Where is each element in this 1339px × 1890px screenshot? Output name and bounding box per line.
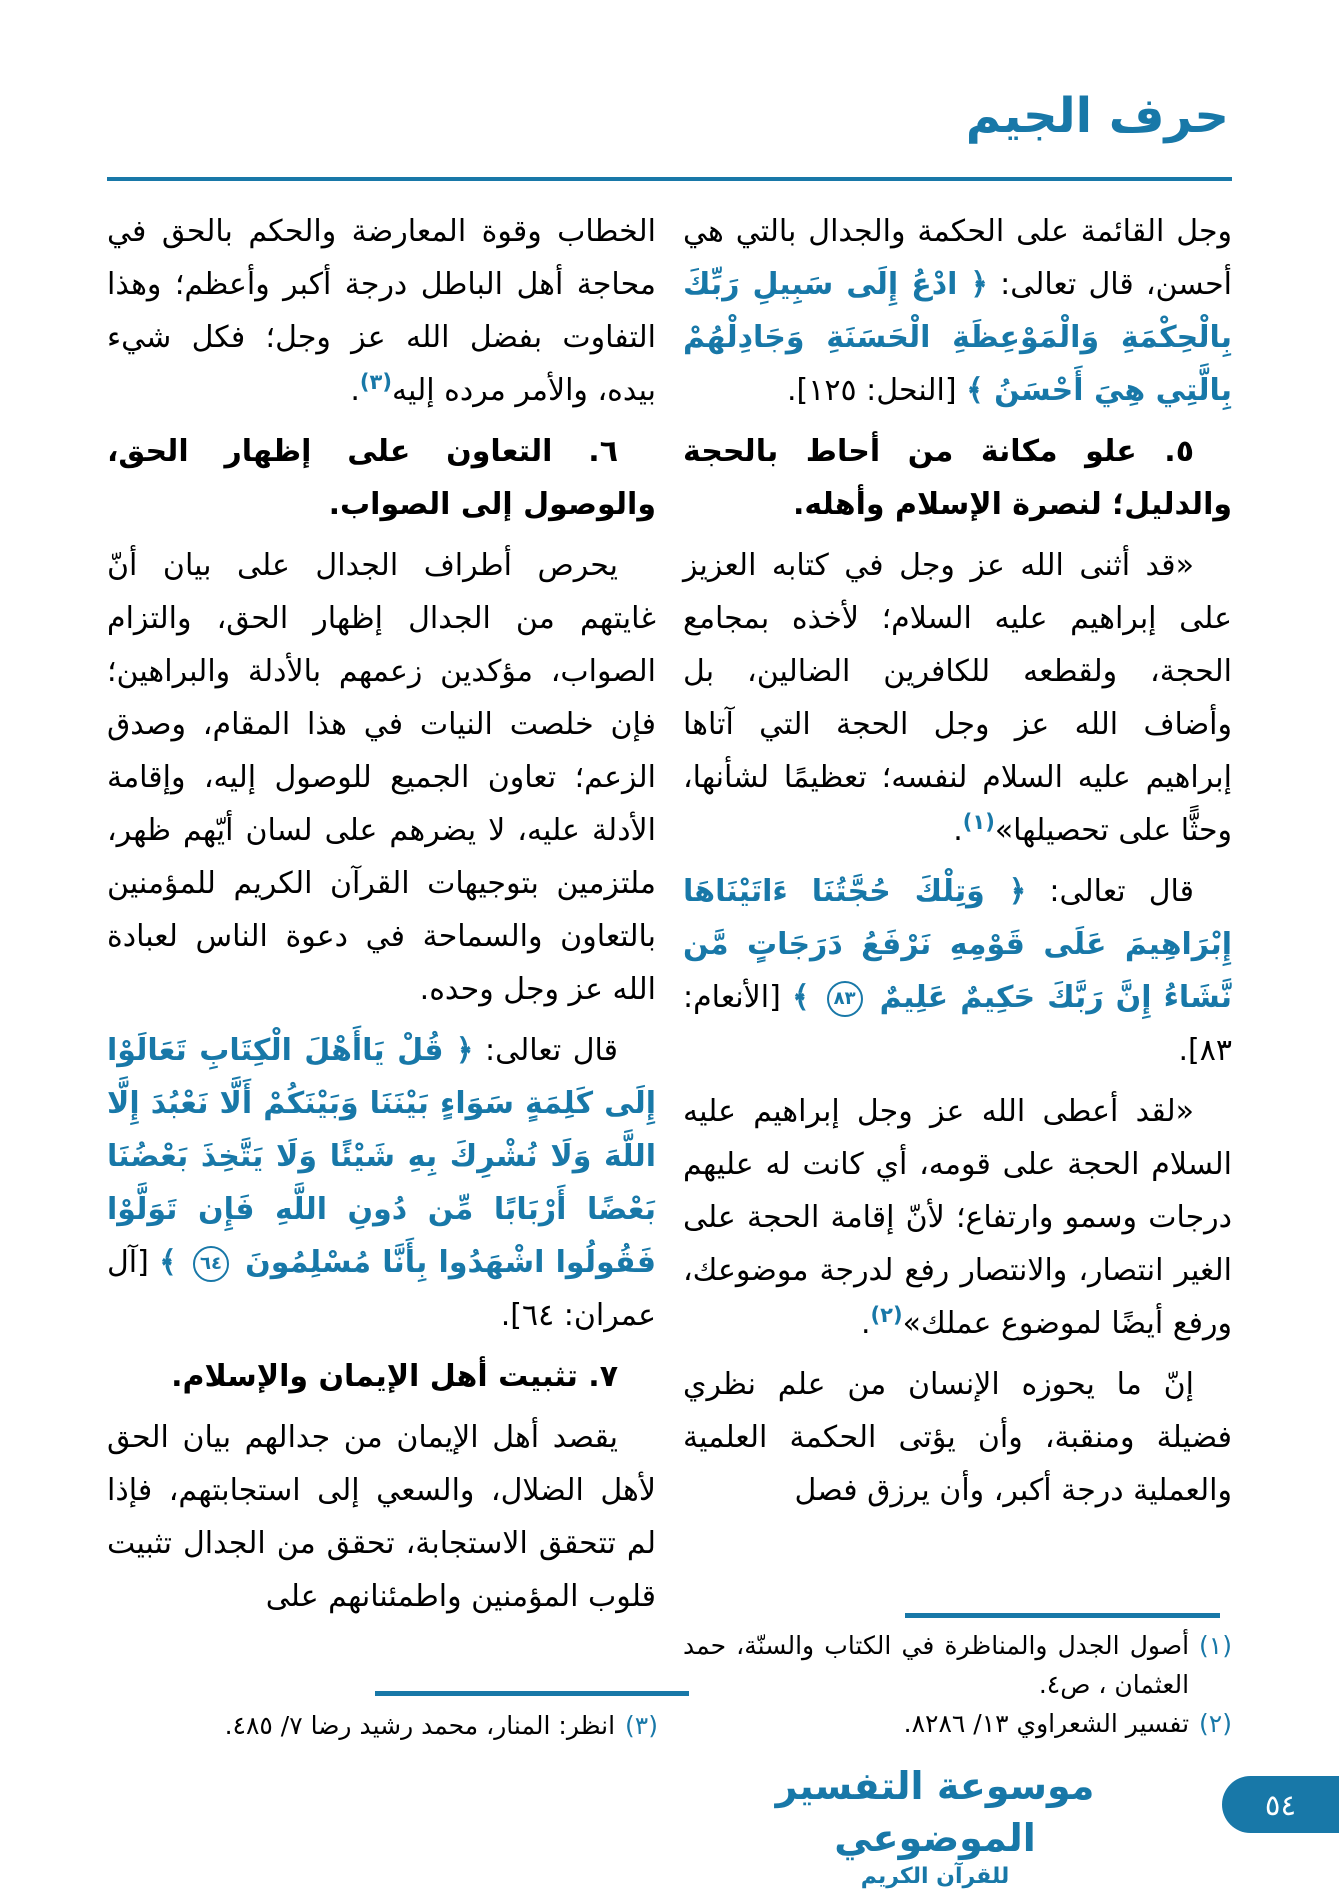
- encyclopedia-title-calligraphy: موسوعة التفسير الموضوعي: [775, 1764, 1095, 1860]
- topic-heading: [683, 425, 1232, 531]
- footnote-item: [107, 1706, 658, 1745]
- footnote-text: تفسير الشعراوي ١٣/ ٨٢٨٦.: [903, 1709, 1190, 1738]
- footnote-text: أصول الجدل والمناظرة في الكتاب والسنّة، حمد العثمان ، ص٤.: [683, 1631, 1190, 1699]
- footnotes-right: [683, 1626, 1232, 1743]
- body-text: ٧. تثبيت أهل الإيمان والإسلام.: [171, 1359, 618, 1394]
- body-paragraph: [683, 1085, 1232, 1350]
- footnotes-left: [107, 1706, 658, 1745]
- body-paragraph: [683, 539, 1232, 857]
- quran-verse-text: ﴿ قُلْ يَاأَهْلَ الْكِتَابِ تَعَالَوْا إِلَى كَلِمَةٍ سَوَاءٍ بَيْنَنَا وَبَيْنَكُمْ أَلَّا نَعْبُدَ إِلَّا اللَّهَ وَلَا نُشْرِكَ بِهِ شَيْئًا وَلَا يَتَّخِذَ بَعْضُنَا بَعْضًا أَرْبَابًا مِّن دُونِ اللَّهِ فَإِن تَوَلَّوْا فَقُولُوا اشْهَدُوا بِأَنَّا مُسْلِمُونَ: [107, 1033, 656, 1280]
- quran-verse-text: ﴾: [791, 980, 822, 1015]
- body-paragraph: [107, 205, 656, 417]
- body-text: قال تعالى:: [1026, 874, 1194, 909]
- quran-verse-text: ﴿ وَتِلْكَ حُجَّتُنَا ءَاتَيْنَاهَا إِبْرَاهِيمَ عَلَى قَوْمِهِ نَرْفَعُ دَرَجَاتٍ مَّن نَّشَاءُ إِنَّ رَبَّكَ حَكِيمٌ عَلِيمٌ: [683, 874, 1232, 1015]
- ayah-number-medallion: ٦٤: [193, 1246, 229, 1282]
- header-rule: [107, 177, 1232, 181]
- publisher-logo: [765, 1760, 1105, 1890]
- quran-verse-text: ﴿ ادْعُ إِلَى سَبِيلِ رَبِّكَ بِالْحِكْمَةِ وَالْمَوْعِظَةِ الْحَسَنَةِ وَجَادِلْهُمْ بِالَّتِي هِيَ أَحْسَنُ ﴾: [683, 267, 1232, 408]
- footnote-item: [683, 1704, 1232, 1743]
- footnote-number: (٣): [625, 1711, 658, 1740]
- body-paragraph: [683, 1358, 1232, 1517]
- footnote-marker: (٣): [359, 370, 392, 394]
- body-text: ٦. التعاون على إظهار الحق، والوصول إلى الصواب.: [107, 434, 656, 522]
- chapter-header-calligraphy: حرف الجيم: [965, 88, 1229, 144]
- page-number-badge: [1222, 1776, 1339, 1833]
- footnote-marker: (١): [962, 810, 995, 834]
- body-text: .: [953, 813, 963, 848]
- body-paragraph: [107, 539, 656, 1016]
- body-text: الخطاب وقوة المعارضة والحكم بالحق في محاجة أهل الباطل درجة أكبر وأعظم؛ وهذا التفاوت بفضل الله عز وجل؛ فكل شيء بيده، والأمر مرده إليه: [107, 214, 656, 408]
- body-text: «قد أثنى الله عز وجل في كتابه العزيز على إبراهيم عليه السلام؛ لأخذه بمجامع الحجة، ولقطعه للكافرين الضالين، بل وأضاف الله عز وجل الحجة التي آتاها إبراهيم عليه السلام لنفسه؛ تعظيمًا لشأنها، وحثًّا على تحصيلها»: [683, 548, 1232, 848]
- page-number: ٥٤: [1264, 1787, 1297, 1822]
- footnote-separator-left: [375, 1691, 689, 1696]
- footnote-text: انظر: المنار، محمد رشيد رضا ٧/ ٤٨٥.: [224, 1711, 616, 1740]
- topic-heading: [107, 1350, 656, 1403]
- verse-reference: [آل عمران: ٦٤].: [107, 1245, 656, 1333]
- footnote-item: [683, 1626, 1232, 1704]
- footnote-marker: (٢): [870, 1303, 903, 1327]
- body-paragraph: [107, 1411, 656, 1623]
- body-paragraph: [683, 865, 1232, 1077]
- body-text: ٥. علو مكانة من أحاط بالحجة والدليل؛ لنصرة الإسلام وأهله.: [683, 434, 1232, 522]
- column-right: [683, 205, 1232, 1525]
- text-columns: [107, 205, 1232, 1631]
- body-text: يقصد أهل الإيمان من جدالهم بيان الحق لأهل الضلال، والسعي إلى استجابتهم، فإذا لم تتحقق الاستجابة، تحقق من الجدال تثبيت قلوب المؤمنين واطمئنانهم على: [107, 1420, 656, 1614]
- encyclopedia-subtitle-calligraphy: للقرآن الكريم: [860, 1864, 1010, 1889]
- body-text: يحرص أطراف الجدال على بيان أنّ غايتهم من الجدال إظهار الحق، والتزام الصواب، مؤكدين زعمهم بالأدلة والبراهين؛ فإن خلصت النيات في هذا المقام، وصدق الزعم؛ تعاون الجميع للوصول إليه، وإقامة الأدلة عليه، لا يضرهم على لسان أيّهم ظهر، ملتزمين بتوجيهات القرآن الكريم للمؤمنين بالتعاون والسماحة في دعوة الناس لعبادة الله عز وجل وحده.: [107, 548, 656, 1007]
- column-left: [107, 205, 656, 1631]
- body-text: وجل القائمة على الحكمة والجدال بالتي هي أحسن، قال تعالى:: [683, 214, 1233, 302]
- footnote-number: (١): [1199, 1631, 1232, 1660]
- body-text: إنّ ما يحوزه الإنسان من علم نظري فضيلة ومنقبة، وأن يؤتى الحكمة العلمية والعملية درجة أكبر، وأن يرزق فصل: [683, 1367, 1232, 1508]
- body-text: «لقد أعطى الله عز وجل إبراهيم عليه السلام الحجة على قومه، أي كانت له عليهم درجات وسمو وارتفاع؛ لأنّ إقامة الحجة على الغير انتصار، والانتصار رفع لدرجة موضوعك، ورفع أيضًا لموضوع عملك»: [683, 1094, 1232, 1341]
- body-text: .: [350, 373, 360, 408]
- footnote-number: (٢): [1199, 1709, 1232, 1738]
- verse-reference: [النحل: ١٢٥].: [787, 373, 967, 408]
- verse-reference: [الأنعام: ٨٣].: [683, 980, 1232, 1068]
- body-paragraph: [107, 1024, 656, 1342]
- body-text: قال تعالى:: [473, 1033, 618, 1068]
- body-text: .: [861, 1306, 871, 1341]
- quran-verse-text: ﴾: [159, 1245, 188, 1280]
- topic-heading: [107, 425, 656, 531]
- footnote-separator-right: [905, 1613, 1220, 1618]
- ayah-number-medallion: ٨٣: [827, 981, 863, 1017]
- body-paragraph: [683, 205, 1232, 417]
